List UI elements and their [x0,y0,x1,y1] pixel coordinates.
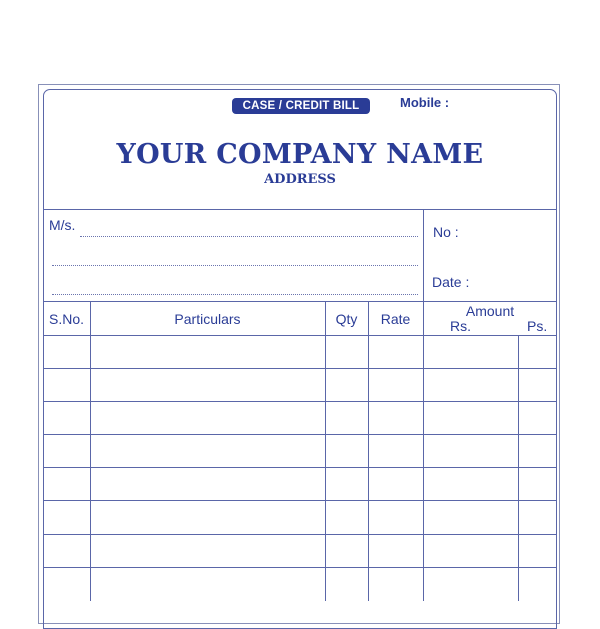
ms-label: M/s. [49,217,76,233]
table-top-rule [43,301,557,302]
table-row [43,467,557,468]
col-qty-header: Qty [335,311,358,327]
col-line-rate [423,301,424,601]
table-row [43,335,557,336]
table-row [43,368,557,369]
col-line-sno [90,301,91,601]
ms-line-1 [80,236,418,237]
col-rate-header: Rate [380,311,411,327]
customer-divider [423,209,424,301]
table-row [43,567,557,568]
bill-date-label: Date : [432,274,470,290]
table-row [43,434,557,435]
table-row [43,401,557,402]
mobile-label: Mobile : [400,95,450,110]
bill-no-label: No : [433,224,459,240]
col-ps-header: Ps. [527,318,548,334]
ms-line-3 [52,294,418,295]
col-amount-header: Amount [465,303,515,319]
table-row [43,500,557,501]
col-line-qty [368,301,369,601]
company-address: ADDRESS [264,172,336,187]
bill-type-badge: CASE / CREDIT BILL [232,98,370,114]
ms-line-2 [52,265,418,266]
col-rs-header: Rs. [450,318,471,334]
col-line-particulars [325,301,326,601]
col-particulars-header: Particulars [174,311,241,327]
company-name: YOUR COMPANY NAME [116,139,484,170]
form-inner-border [43,89,557,629]
table-row [43,534,557,535]
col-line-rs [518,336,519,601]
header-divider [43,209,557,210]
col-sno-header: S.No. [48,311,84,327]
